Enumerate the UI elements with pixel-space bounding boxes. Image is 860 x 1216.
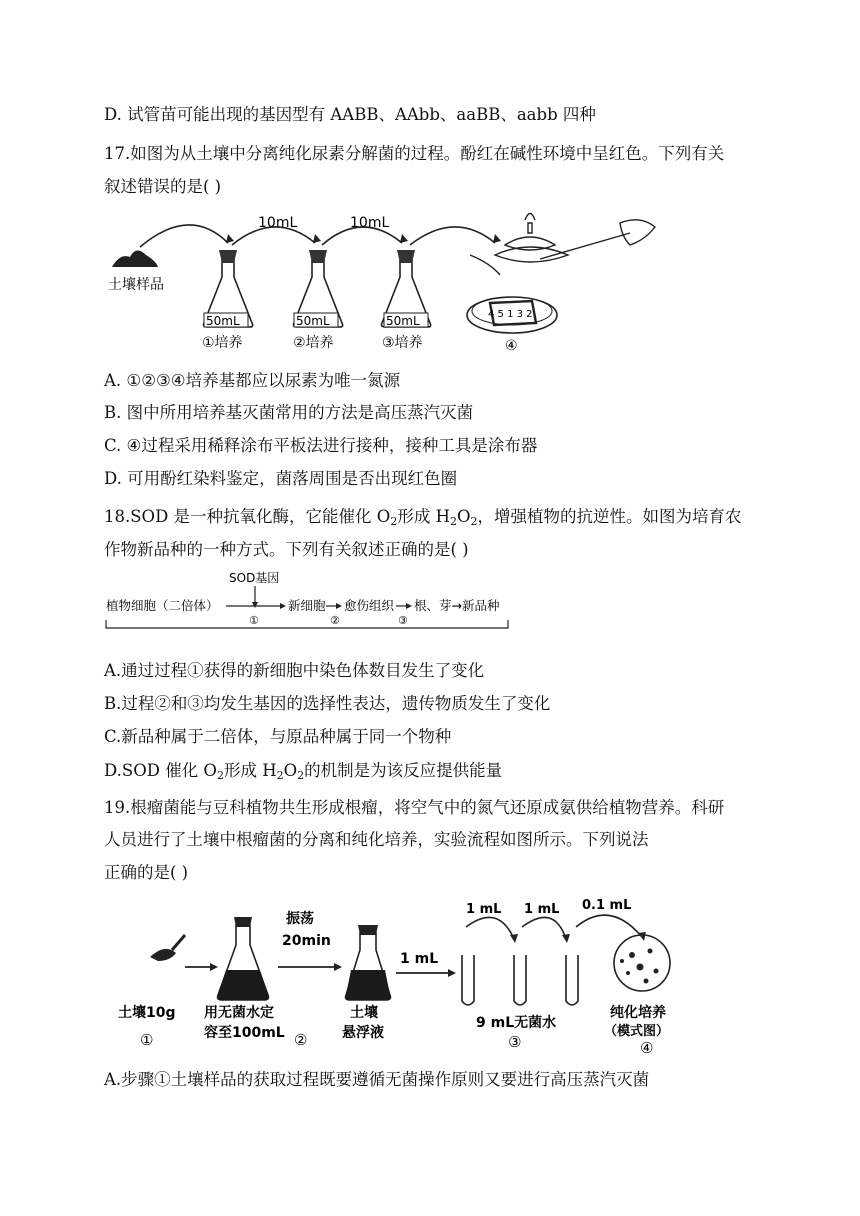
time-label: 20min — [282, 933, 331, 949]
hand-spreader-icon — [470, 220, 655, 275]
step-1: ① — [140, 1031, 154, 1049]
water-label-1: 用无菌水定 — [204, 1005, 274, 1021]
suspension-label-1: 土壤 — [350, 1005, 378, 1021]
step-4: ④ — [640, 1039, 654, 1055]
q18-option-d: D.SOD 催化 $O_2$形成 $H_2O_2$的机制是为该反应提供能量 — [104, 761, 503, 782]
plant-cell-label: 植物细胞（二倍体） — [106, 598, 219, 613]
volume-1: 1 mL — [400, 951, 439, 967]
test-tubes-icon — [462, 955, 578, 1005]
q17-figure — [100, 205, 660, 355]
q19-stem-line2: 人员进行了土壤中根瘤菌的分离和纯化培养，实验流程如图所示。下列说法 — [104, 830, 649, 849]
volume-4: 0.1 mL — [582, 898, 632, 913]
q18-stem-line1: 18.SOD 是一种抗氧化酶，它能催化 $O_2$形成 $H_2O_2$，增强植物的抗逆性。如图为培育农 — [104, 507, 742, 528]
q19-stem-line3: 正确的是( ) — [104, 863, 189, 882]
suspension-flask-icon — [346, 925, 391, 1000]
step-4-label: ④ — [505, 338, 518, 354]
arrow-4 — [410, 227, 495, 245]
shovel-icon — [150, 935, 185, 961]
sod-gene-label: SOD基因 — [229, 571, 280, 585]
step-2-label: ②培养 — [293, 335, 334, 351]
sterile-water-label: 9 mL无菌水 — [476, 1015, 557, 1031]
q17-option-d: D. 可用酚红染料鉴定，菌落周围是否出现红色圈 — [104, 469, 458, 488]
process-2: ② — [330, 614, 340, 627]
pure-culture-plate-icon — [614, 935, 670, 991]
q19-option-a: A.步骤①土壤样品的获取过程既要遵循无菌操作原则又要进行高压蒸汽灭菌 — [104, 1070, 650, 1089]
q17-option-a: A. ①②③④培养基都应以尿素为唯一氮源 — [104, 371, 401, 390]
q16-option-d: D. 试管苗可能出现的基因型有 AABB、AAbb、aaBB、aabb 四种 — [104, 105, 596, 124]
soil-10g-label: 土壤10g — [118, 1005, 176, 1021]
soil-pile-icon — [112, 250, 158, 267]
pure-culture-label: 纯化培养 — [610, 1005, 666, 1021]
model-diagram-label: （模式图） — [604, 1024, 670, 1039]
flask-100ml-icon — [218, 917, 269, 1000]
step-3: ③ — [508, 1033, 522, 1051]
q17-stem-line1: 17.如图为从土壤中分离纯化尿素分解菌的过程。酚红在碱性环境中呈红色。下列有关 — [104, 144, 725, 163]
q18-option-a: A.通过过程①获得的新细胞中染色体数目发生了变化 — [104, 661, 485, 680]
q17-stem-line2: 叙述错误的是( ) — [104, 177, 222, 196]
q17-option-b: B. 图中所用培养基灭菌常用的方法是高压蒸汽灭菌 — [104, 403, 474, 422]
volume-3: 1 mL — [524, 902, 560, 917]
q18-option-b: B.过程②和③均发生基因的选择性表达，遗传物质发生了变化 — [104, 694, 551, 713]
flask-2-volume: 50mL — [296, 314, 330, 328]
q17-option-c: C. ④过程采用稀释涂布平板法进行接种，接种工具是涂布器 — [104, 436, 538, 455]
flask-3-volume: 50mL — [386, 314, 420, 328]
arrow-1 — [140, 225, 228, 247]
root-bud-label: 根、芽→新品种 — [414, 598, 500, 613]
q18-figure — [104, 568, 514, 632]
q18-option-c: C.新品种属于二倍体，与原品种属于同一个物种 — [104, 727, 452, 746]
step-3-label: ③培养 — [382, 335, 423, 351]
process-1: ① — [249, 614, 259, 627]
process-3: ③ — [398, 614, 408, 627]
step-2: ② — [294, 1031, 308, 1049]
shake-label: 振荡 — [286, 911, 314, 927]
suspension-label-2: 悬浮液 — [342, 1025, 384, 1041]
step-1-label: ①培养 — [202, 335, 243, 351]
callus-label: 愈伤组织 — [344, 598, 395, 613]
q19-stem-line1: 19.根瘤菌能与豆科植物共生形成根瘤，将空气中的氮气还原成氨供给植物营养。科研 — [104, 798, 725, 817]
soil-label: 土壤样品 — [108, 277, 164, 293]
plate-numbers: 4 5 1 3 2 — [488, 309, 533, 320]
transfer-1: 10mL — [258, 215, 298, 231]
flask-1-volume: 50mL — [206, 314, 240, 328]
water-label-2: 容至100mL — [204, 1025, 285, 1041]
volume-2: 1 mL — [466, 902, 502, 917]
q19-figure — [110, 895, 710, 1055]
q18-stem-line2: 作物新品种的一种方式。下列有关叙述正确的是( ) — [104, 540, 469, 559]
new-cell-label: 新细胞 — [288, 598, 326, 613]
transfer-2: 10mL — [350, 215, 390, 231]
